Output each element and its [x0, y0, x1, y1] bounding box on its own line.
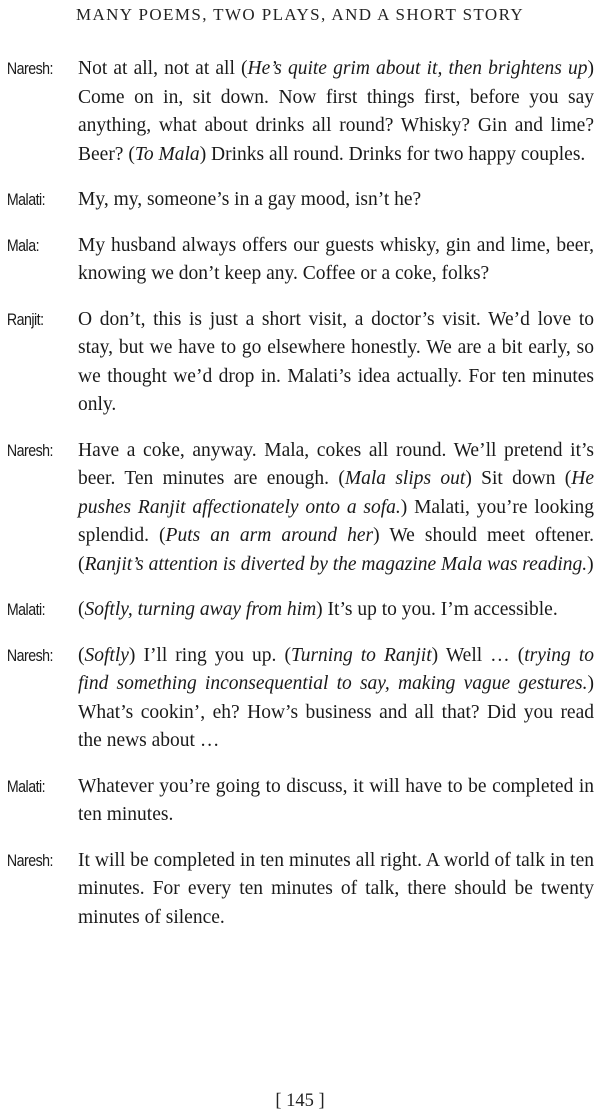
- speech-segment: ) Well … (: [431, 644, 525, 666]
- speech-segment: ): [587, 553, 594, 575]
- speech-segment: (: [78, 599, 85, 620]
- dialogue: [0, 55, 600, 949]
- running-head: MANY POEMS, TWO PLAYS, AND A SHORT STORY: [75, 5, 525, 24]
- dialogue-entry: [0, 232, 600, 289]
- speech-segment: ) Come on in, sit down. Now first things first, before you say anything, what about drinks all round? Whisky? Gin and lime? Beer? (: [78, 58, 594, 165]
- stage-direction: trying to find something inconsequential to say, making vague gestures.: [78, 644, 594, 694]
- speech-text: [78, 55, 594, 169]
- stage-direction: Softly: [84, 644, 129, 666]
- speech-text: [78, 232, 594, 289]
- speech-segment: Have a coke, anyway. Mala, cokes all round. We’ll pretend it’s beer. Ten minutes are enough. (: [78, 439, 594, 489]
- dialogue-entry: [0, 773, 600, 830]
- speech-text: [78, 847, 594, 933]
- speaker-name: Naresh:: [6, 60, 53, 78]
- stage-direction: Ranjit’s attention is diverted by the magazine Mala was reading.: [84, 553, 588, 575]
- stage-direction: Softly, turning away from him: [84, 599, 317, 620]
- speech-segment: (: [78, 644, 85, 666]
- stage-direction: He pushes Ranjit affectionately onto a sofa.: [78, 468, 594, 518]
- stage-direction: To Mala: [134, 143, 200, 165]
- dialogue-entry: [0, 186, 600, 215]
- speech-text: [78, 773, 594, 830]
- speech-text: [78, 437, 594, 580]
- speaker-name: Mala:: [6, 236, 40, 255]
- speech-segment: My, my, someone’s in a gay mood, isn’t he?: [78, 189, 422, 210]
- speech-segment: ) Drinks all round. Drinks for two happy couples.: [199, 143, 586, 165]
- speech-segment: Not at all, not at all (: [78, 58, 248, 79]
- speaker-name: Malati:: [6, 777, 46, 796]
- speech-text: [78, 186, 594, 215]
- dialogue-entry: [0, 437, 600, 580]
- speech-segment: ) Malati, you’re looking splendid. (: [78, 496, 594, 546]
- speech-segment: ) We should meet oftener. (: [78, 525, 594, 575]
- dialogue-entry: [0, 306, 600, 420]
- speaker-name: Malati:: [6, 601, 46, 619]
- speech-text: [78, 642, 594, 756]
- speaker-name: Malati:: [6, 191, 46, 209]
- speaker-name: Naresh:: [6, 851, 53, 870]
- speech-segment: ) It’s up to you. I’m accessible.: [316, 599, 558, 620]
- speech-segment: ) Sit down (: [465, 468, 572, 489]
- stage-direction: Turning to Ranjit: [290, 644, 432, 666]
- page-number: [ 145 ]: [275, 1091, 325, 1111]
- speech-segment: ) I’ll ring you up. (: [128, 644, 291, 666]
- stage-direction: Mala slips out: [344, 468, 466, 489]
- speech-segment: ) What’s cookin’, eh? How’s business and all that? Did you read the news about …: [78, 673, 594, 751]
- dialogue-entry: [0, 847, 600, 933]
- speech-segment: Whatever you’re going to discuss, it will have to be completed in ten minutes.: [78, 775, 594, 825]
- speech-segment: O don’t, this is just a short visit, a doctor’s visit. We’d love to stay, but we have to go elsewhere honestly. We are a bit early, so we thought we’d drop in. Malati’s idea actually. For ten minutes only.: [78, 308, 594, 415]
- speech-text: [78, 596, 594, 625]
- stage-direction: Puts an arm around her: [165, 525, 374, 546]
- stage-direction: He’s quite grim about it, then brightens up: [247, 58, 588, 79]
- dialogue-entry: [0, 596, 600, 625]
- speech-segment: It will be completed in ten minutes all right. A world of talk in ten minutes. For every ten minutes of talk, there should be twenty minutes of silence.: [78, 849, 594, 928]
- speech-segment: My husband always offers our guests whisky, gin and lime, beer, knowing we don’t keep any. Coffee or a coke, folks?: [78, 234, 594, 284]
- speaker-name: Ranjit:: [6, 310, 44, 329]
- speaker-name: Naresh:: [6, 646, 53, 665]
- speech-text: [78, 306, 594, 420]
- speaker-name: Naresh:: [6, 441, 53, 460]
- dialogue-entry: [0, 55, 600, 169]
- dialogue-entry: [0, 642, 600, 756]
